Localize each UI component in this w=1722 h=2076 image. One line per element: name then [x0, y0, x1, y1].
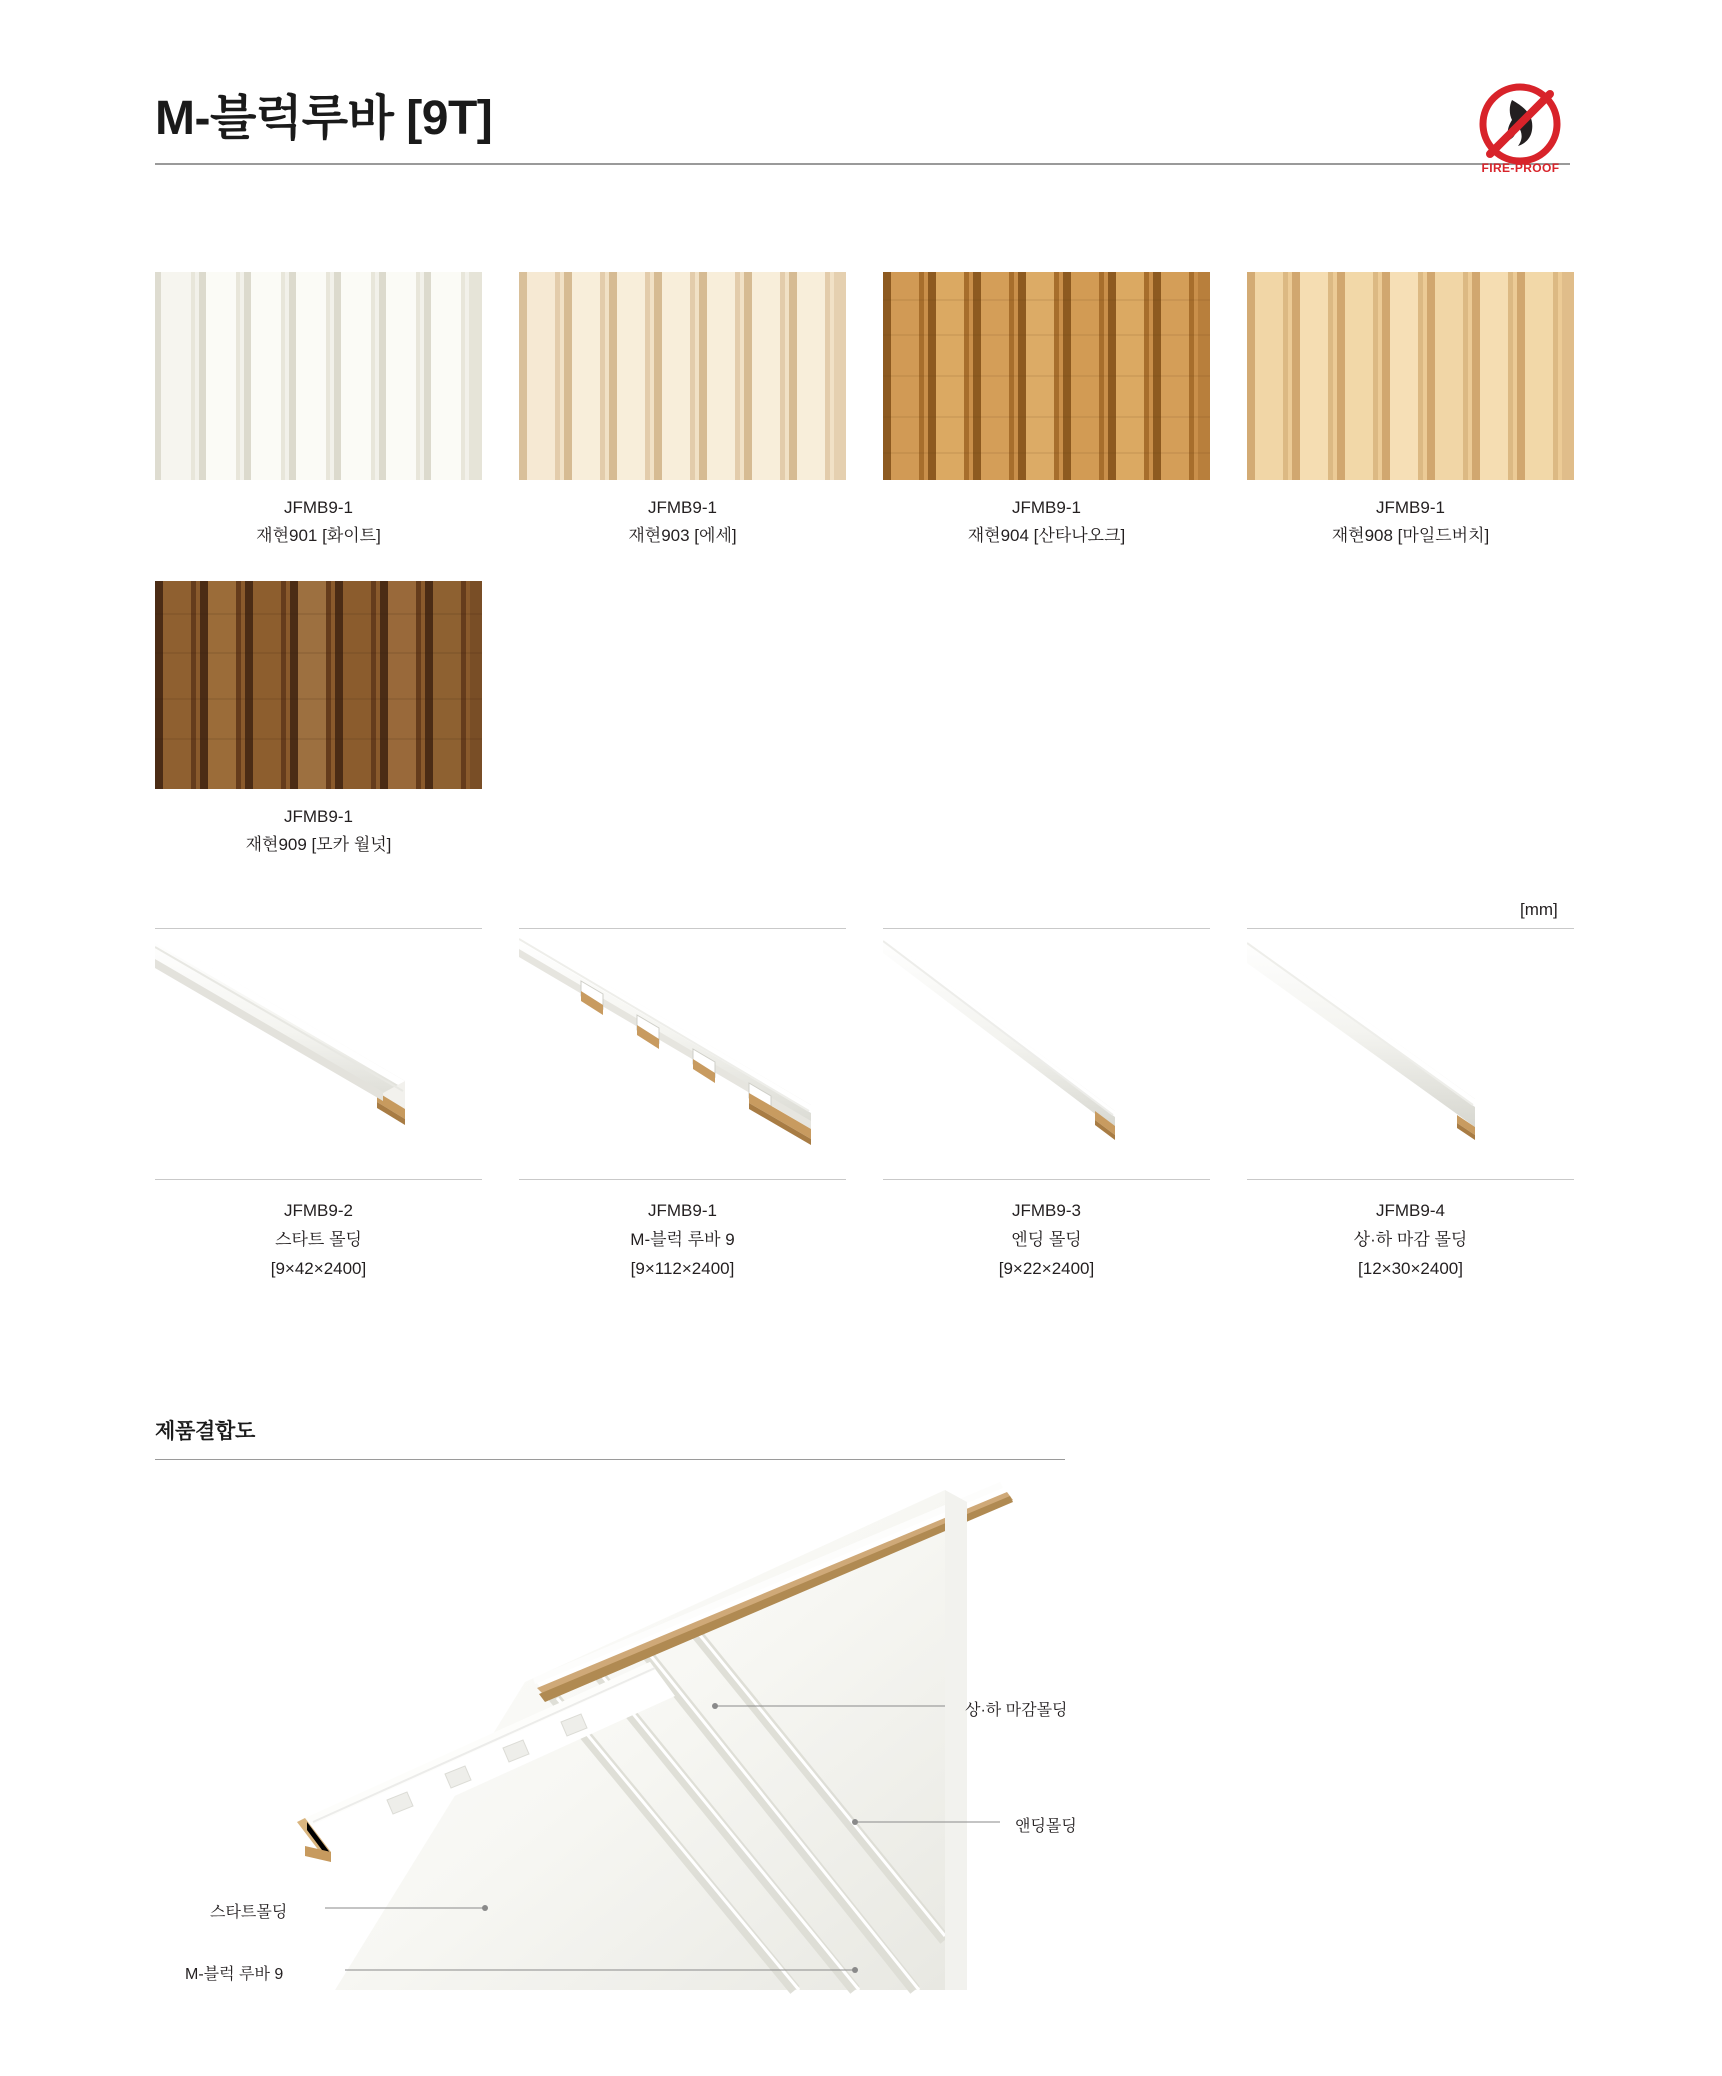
swatch-item: [883, 272, 1210, 550]
page-header: [155, 92, 1570, 165]
profile-caption: [155, 1196, 482, 1284]
assembly-diagram: [155, 1470, 1555, 2030]
swatch-code: JFMB9-1: [1012, 498, 1081, 517]
profile-size: [9×42×2400]: [270, 1259, 367, 1279]
profile-name: 엔딩 몰딩: [1011, 1230, 1082, 1250]
profile-size: [9×22×2400]: [998, 1259, 1095, 1279]
profile-caption: [883, 1196, 1210, 1284]
profile-image-main-louver: [519, 928, 846, 1180]
swatch-name: 재현909 [모카 월넛]: [245, 835, 392, 855]
callout-start-molding: 스타트몰딩: [210, 1904, 288, 1921]
swatch-item: [519, 272, 846, 550]
callout-main-louver: M-블럭 루바 9: [185, 1966, 284, 1983]
page-title: M-블럭루바 [9T]: [155, 92, 493, 145]
swatch-item: [155, 581, 482, 859]
swatch-item: [1247, 272, 1574, 550]
swatch-caption: [155, 494, 482, 550]
swatch-image-903: [519, 272, 846, 480]
swatch-caption: [1247, 494, 1574, 550]
profile-name: M-블럭 루바 9: [630, 1230, 735, 1250]
profile-code: JFMB9-3: [1012, 1201, 1081, 1220]
swatch-code: JFMB9-1: [1376, 498, 1445, 517]
fire-proof-label: FIRE-PROOF: [1481, 161, 1560, 175]
profile-code: JFMB9-4: [1376, 1201, 1445, 1220]
swatch-caption: [883, 494, 1210, 550]
swatch-item: [155, 272, 482, 550]
profile-size: [9×112×2400]: [630, 1259, 735, 1279]
assembly-figure: [155, 1470, 1555, 2030]
swatch-image-904: [883, 272, 1210, 480]
swatch-image-908: [1247, 272, 1574, 480]
swatch-name: 재현908 [마일드버치]: [1331, 526, 1490, 546]
swatch-caption: [155, 803, 482, 859]
swatch-image-909: [155, 581, 482, 789]
profile-image-top-bottom-molding: [1247, 928, 1574, 1180]
callout-ending-molding: 앤딩몰딩: [1015, 1818, 1077, 1835]
swatch-caption: [519, 494, 846, 550]
callout-top-bottom-molding: 상·하 마감몰딩: [965, 1702, 1068, 1719]
unit-label: [mm]: [1520, 900, 1558, 919]
swatch-code: JFMB9-1: [284, 807, 353, 826]
profile-code: JFMB9-1: [648, 1201, 717, 1220]
profile-caption: [1247, 1196, 1574, 1284]
title-divider: [155, 163, 1570, 165]
profile-code: JFMB9-2: [284, 1201, 353, 1220]
profile-item: [1247, 928, 1574, 1284]
assembly-title: 제품결합도: [155, 1420, 255, 1443]
profile-image-ending-molding: [883, 928, 1210, 1180]
profile-image-start-molding: [155, 928, 482, 1180]
swatch-code: JFMB9-1: [284, 498, 353, 517]
profile-caption: [519, 1196, 846, 1284]
profile-name: 스타트 몰딩: [275, 1230, 362, 1250]
swatch-image-901: [155, 272, 482, 480]
swatch-code: JFMB9-1: [648, 498, 717, 517]
profile-size: [12×30×2400]: [1358, 1259, 1463, 1279]
swatch-name: 재현904 [산타나오크]: [967, 526, 1126, 546]
profile-name: 상·하 마감 몰딩: [1353, 1230, 1468, 1250]
swatch-name: 재현901 [화이트]: [256, 526, 381, 546]
profile-item: [519, 928, 846, 1284]
assembly-divider: [155, 1459, 1065, 1460]
swatch-name: 재현903 [에세]: [628, 526, 737, 546]
fire-proof-badge: [1468, 78, 1573, 183]
profile-item: [883, 928, 1210, 1284]
assembly-header: [155, 1415, 1065, 1460]
profile-item: [155, 928, 482, 1284]
